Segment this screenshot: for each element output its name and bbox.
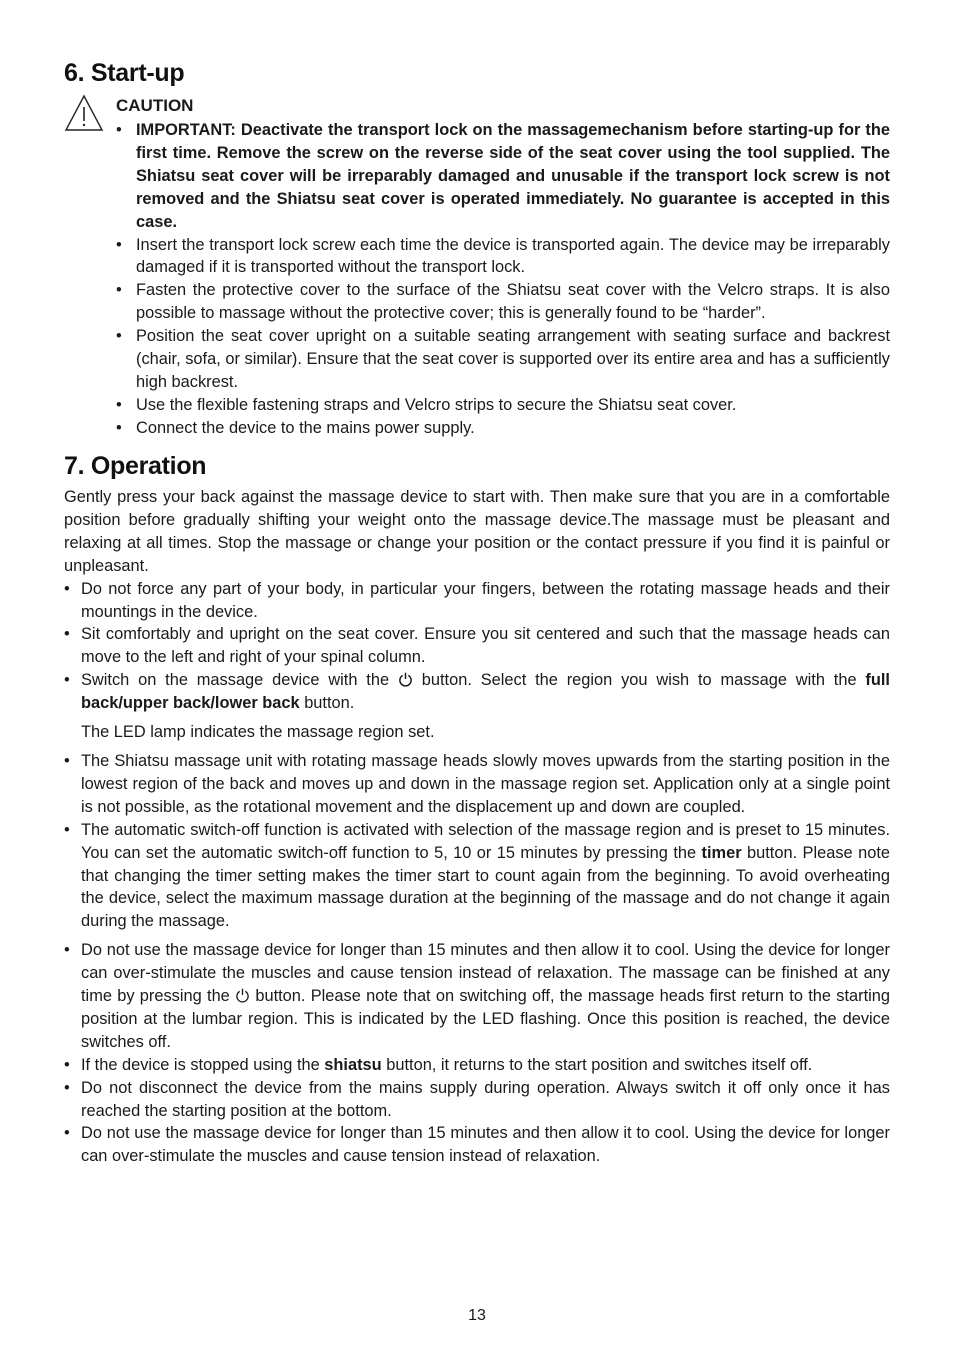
list-item-text: Fasten the protective cover to the surface of the Shiatsu seat cover with the Velcro straps. It is also possible to massage without the protective cover; this is generally found to be “harder”. xyxy=(136,281,890,323)
list-item-text: Connect the device to the mains power supply. xyxy=(136,418,475,437)
important-lead: IMPORTANT: xyxy=(136,121,236,139)
important-text: Deactivate the transport lock on the massagemechanism before starting-up for the first time. Remove the screw on the reverse side of the seat cover using the tool supplied. The Shiatsu seat cover will be irreparably damaged and unusable if the transport lock screw is not removed and the Shiatsu seat cover is operated immediately. No guarantee is accepted in this case. xyxy=(136,121,890,231)
list-item-text: button. xyxy=(299,694,355,713)
caution-block xyxy=(116,95,890,440)
list-item-text: Do not disconnect the device from the mains supply during operation. Always switch it off only once it has reached the starting position at the bottom. xyxy=(81,1078,890,1120)
led-note: The LED lamp indicates the massage region set. xyxy=(81,723,435,742)
list-item: • The automatic switch-off function is activated with selection of the massage region and is preset to 15 minutes. You can set the automatic switch-off function to 5, 10 or 15 minutes by pressing the timer button. Please note that changing the timer setting makes the timer start to count again from the beginning. To avoid overheating the device, select the maximum massage duration at the beginning of the massage and do not change it again during the massage. xyxy=(64,820,890,931)
list-item: • Position the seat cover upright on a suitable seating arrangement with seating surface and backrest (chair, sofa, or similar). Ensure that the seat cover is supported over its entire area and has a sufficiently high backrest. xyxy=(116,327,890,391)
list-item: • IMPORTANT: Deactivate the transport lock on the massagemechanism before starting-up for the first time. Remove the screw on the reverse side of the seat cover using the tool supplied. The Shiatsu seat cover will be irreparably damaged and unusable if the transport lock screw is not removed and the Shiatsu seat cover is operated immediately. No guarantee is accepted in this case. xyxy=(116,121,890,231)
button-name-timer: timer xyxy=(701,843,742,862)
list-item-text: If the device is stopped using the xyxy=(81,1055,325,1074)
list-item: • Fasten the protective cover to the surface of the Shiatsu seat cover with the Velcro straps. It is also possible to massage without the protective cover; this is generally found to be “harder”. xyxy=(116,281,890,323)
list-item-text: button. Please note that changing the timer setting makes the timer start to count again from the beginning. To avoid overheating the device, select the maximum massage duration at the beginning of the massage and do not change it again during the massage. xyxy=(81,843,890,931)
list-item-text: Switch on the massage device with the xyxy=(81,671,398,690)
caution-title: CAUTION xyxy=(116,96,194,115)
page-number: 13 xyxy=(468,1307,486,1324)
list-item-text: button. Please note that on switching off, the massage heads first return to the starting position at the lumbar region. This is indicated by the LED flashing. Once this position is reached, the device switches off. xyxy=(81,987,890,1051)
list-item: • The Shiatsu massage unit with rotating massage heads slowly moves upwards from the starting position in the lowest region of the back and moves up and down in the massage region set. Application only at a single point is not possible, as the rotational movement and the displacement up and down are coupled. xyxy=(64,751,890,816)
operation-list-2 xyxy=(64,750,890,933)
list-item-text: Do not use the massage device for longer than 15 minutes and then allow it to cool. Using the device for longer can over-stimulate the muscles and cause tension instead of relaxation. xyxy=(81,1124,890,1166)
list-item-text: button, it returns to the start position and switches itself off. xyxy=(381,1055,813,1074)
list-item: • If the device is stopped using the shiatsu button, it returns to the start position and switches itself off. xyxy=(64,1055,813,1074)
section-heading-operation: 7. Operation xyxy=(64,452,207,480)
power-icon xyxy=(398,672,413,687)
list-item: • Sit comfortably and upright on the seat cover. Ensure you sit centered and such that the massage heads can move to the left and right of your spinal column. xyxy=(64,625,890,667)
operation-block xyxy=(64,486,890,1168)
list-item-text: button. Select the region you wish to massage with the xyxy=(412,671,866,690)
list-item: • Do not use the massage device for longer than 15 minutes and then allow it to cool. Using the device for longer can over-stimulate the muscles and cause tension instead of relaxation. xyxy=(64,1124,890,1166)
list-item-text: Position the seat cover upright on a suitable seating arrangement with seating surface and backrest (chair, sofa, or similar). Ensure that the seat cover is supported over its entire area and has a sufficiently high backrest. xyxy=(136,327,890,391)
list-item-text: Do not use the massage device for longer than 15 minutes and then allow it to cool. Using the device for longer can over-stimulate the muscles and cause tension instead of relaxation. The massage can be finished at any time by pressing the xyxy=(81,941,890,1006)
list-item-text: The Shiatsu massage unit with rotating massage heads slowly moves upwards from the starting position in the lowest region of the back and moves up and down in the massage region set. Application only at a single point is not possible, as the rotational movement and the displacement up and down are coupled. xyxy=(81,751,890,816)
list-item-text: The automatic switch-off function is activated with selection of the massage region and is preset to 15 minutes. You can set the automatic switch-off function to 5, 10 or 15 minutes by pressing the xyxy=(81,820,890,862)
section-heading-startup: 6. Start-up xyxy=(64,59,185,87)
operation-intro: Gently press your back against the massage device to start with. Then make sure that you are in a comfortable position before gradually shifting your weight onto the massage device.The massage must be pleasant and relaxing at all times. Stop the massage or change your position or the contact pressure if you find it is painful or unpleasant. xyxy=(64,488,890,575)
warning-triangle-icon xyxy=(64,94,104,134)
list-item: • Insert the transport lock screw each time the device is transported again. The device may be irreparably damaged if it is transported without the transport lock. xyxy=(116,235,890,277)
button-name-full-back: full back/upper back/lower back xyxy=(81,671,890,713)
list-item-text: Insert the transport lock screw each time the device is transported again. The device may be irreparably damaged if it is transported without the transport lock. xyxy=(136,235,890,277)
list-item: • Do not use the massage device for longer than 15 minutes and then allow it to cool. Using the device for longer can over-stimulate the muscles and cause tension instead of relaxation. The massage can be finished at any time by pressing the button. Please note that on switching off, the massage heads first return to the starting position at the lumbar region. This is indicated by the LED flashing. Once this position is reached, the device switches off. xyxy=(64,941,890,1051)
list-item: • Do not force any part of your body, in particular your fingers, between the rotating massage heads and their mountings in the device. xyxy=(64,579,890,621)
operation-list xyxy=(64,578,890,715)
list-item: • Switch on the massage device with the button. Select the region you wish to massage with the full back/upper back/lower back button. xyxy=(64,671,890,713)
caution-list xyxy=(116,119,890,440)
list-item: • Connect the device to the mains power supply. xyxy=(116,418,475,437)
list-item-text: Do not force any part of your body, in particular your fingers, between the rotating massage heads and their mountings in the device. xyxy=(81,579,890,621)
list-item: • Use the flexible fastening straps and Velcro strips to secure the Shiatsu seat cover. xyxy=(116,395,737,414)
operation-list-3 xyxy=(64,939,890,1168)
button-name-shiatsu: shiatsu xyxy=(324,1055,382,1074)
list-item: • Do not disconnect the device from the mains supply during operation. Always switch it off only once it has reached the starting position at the bottom. xyxy=(64,1078,890,1120)
power-icon xyxy=(235,988,250,1003)
list-item-text: Use the flexible fastening straps and Velcro strips to secure the Shiatsu seat cover. xyxy=(136,395,737,414)
list-item-text: Sit comfortably and upright on the seat cover. Ensure you sit centered and such that the massage heads can move to the left and right of your spinal column. xyxy=(81,625,890,667)
